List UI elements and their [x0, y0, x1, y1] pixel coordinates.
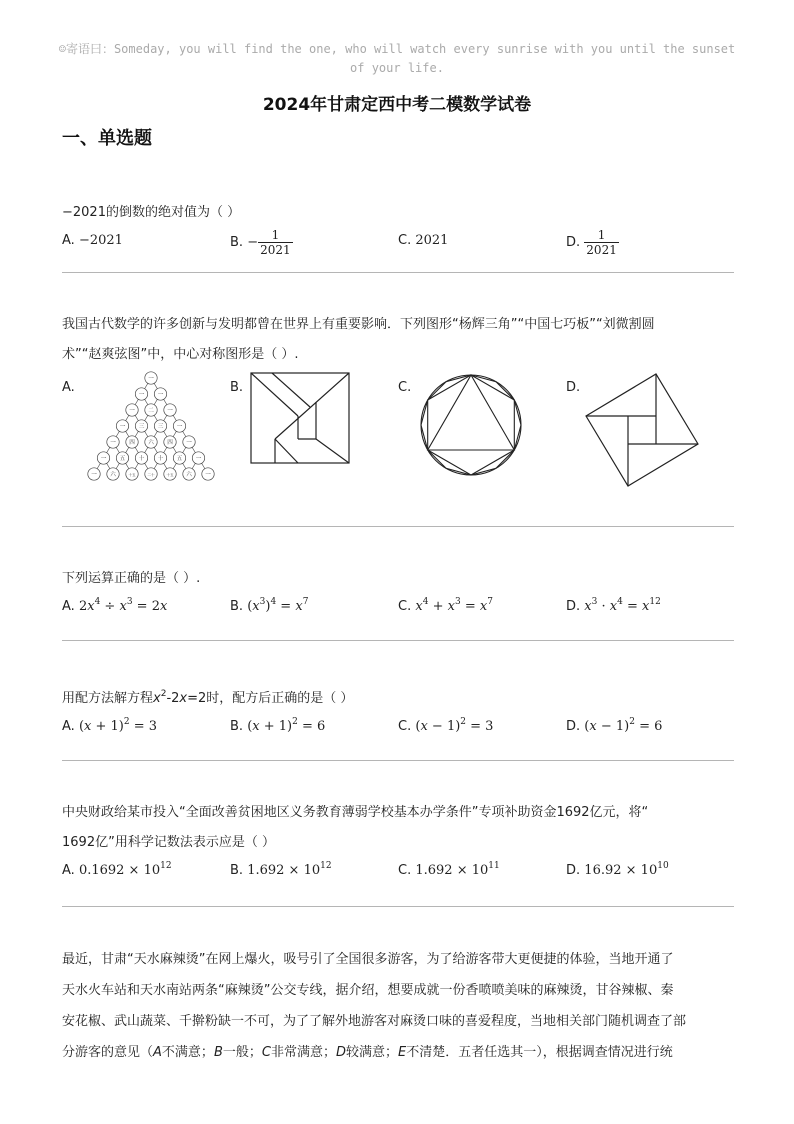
stem-text: 分游客的意见（	[62, 1045, 154, 1060]
liuhui-circle-figure	[418, 370, 524, 480]
triangle-node-label: 一	[157, 392, 164, 399]
option-math	[79, 863, 172, 878]
choice-letter: C	[261, 1045, 271, 1060]
option-label: D.	[566, 235, 581, 250]
option-b[interactable]	[230, 594, 308, 620]
stem-text: 不满意；	[161, 1045, 214, 1060]
option-d[interactable]	[566, 594, 661, 620]
option-d[interactable]	[566, 228, 619, 257]
zhaoshuang-diagram-figure	[584, 372, 700, 488]
triangle-node-label: 十	[157, 456, 164, 463]
option-value: −2021	[78, 233, 123, 248]
exponent: 12	[160, 861, 172, 871]
option-math	[415, 863, 499, 878]
section-heading: 一、单选题	[62, 128, 152, 149]
triangle-node-label: 四	[129, 440, 135, 447]
option-c[interactable]	[398, 858, 500, 884]
choice-letter: B	[213, 1045, 223, 1060]
question-5-stem-line-1: 中央财政给某市投入“全面改善贫困地区义务教育薄弱学校基本办学条件”专项补助资金1692亿元，将“	[62, 805, 649, 820]
question-5-stem-line-2: 1692亿”用科学记数法表示应是（ ）	[62, 835, 275, 850]
triangle-node-label: 四	[167, 440, 173, 447]
option-label: D.	[566, 719, 581, 734]
triangle-node-label: 十	[138, 456, 145, 463]
question-6-line-4	[62, 1037, 734, 1068]
divider	[62, 760, 734, 761]
triangle-node-label: 一	[119, 424, 126, 431]
choice-letter: D	[335, 1045, 346, 1060]
option-math: $2x^4 \div x^3 = 2x$	[78, 597, 168, 614]
option-label: B.	[230, 863, 244, 878]
stem-text: 一般；	[222, 1045, 262, 1060]
option-b-label[interactable]: B.	[230, 380, 244, 395]
option-math: $(x - 1)^2 = 6$	[584, 717, 663, 734]
mantissa: 0.1692 × 10	[78, 863, 161, 878]
option-label: C.	[398, 599, 412, 614]
triangle-node-label: 一	[148, 376, 154, 383]
tangram-figure	[250, 372, 350, 464]
question-6-line-1: 最近，甘肃“天水麻辣烫”在网上爆火，吸号引了全国很多游客，为了给游客带大更便捷的体验，当地开通了	[62, 952, 674, 967]
question-3-stem: 下列运算正确的是（ ）.	[62, 571, 201, 586]
option-b[interactable]	[230, 858, 332, 884]
triangle-node-label: 三	[157, 424, 164, 431]
option-label: D.	[566, 863, 581, 878]
triangle-node-label: 一	[91, 472, 97, 479]
tangram-edge	[316, 439, 349, 463]
choice-letter: A	[153, 1045, 162, 1060]
triangle-node-label: 六	[110, 472, 116, 479]
option-label: D.	[566, 599, 581, 614]
option-c-label[interactable]: C.	[398, 380, 412, 395]
question-6-line-2: 天水火车站和天水南站两条“麻辣烫”公交专线，据介绍，想要成就一份香喷喷美味的麻辣烫，甘谷辣椒、秦	[62, 983, 674, 998]
variable-x: x	[153, 691, 161, 706]
question-4-options	[62, 714, 734, 744]
mantissa: 1.692 × 10	[247, 863, 321, 878]
option-label: A.	[62, 719, 75, 734]
option-a[interactable]	[62, 714, 157, 740]
option-value: = 6	[639, 719, 663, 734]
hexagon	[428, 375, 515, 475]
numerator: 1	[258, 228, 293, 243]
outer-square	[586, 374, 698, 486]
triangle-node-label: 六	[186, 472, 192, 479]
option-label: A.	[62, 233, 75, 248]
triangle-node-label: 一	[138, 392, 145, 399]
question-2	[62, 310, 734, 370]
question-5-options	[62, 858, 734, 888]
triangle-node-label: 一	[186, 440, 192, 447]
stem-text: -2	[166, 691, 180, 706]
mantissa: 1.692 × 10	[415, 863, 489, 878]
stem-text: 用配方法解方程	[62, 691, 154, 706]
option-a-label[interactable]: A.	[62, 380, 75, 395]
triangle-node-label: 二	[148, 408, 154, 415]
question-4-stem	[62, 684, 734, 714]
choice-letter: E	[398, 1045, 407, 1060]
option-b[interactable]	[230, 228, 293, 257]
triangle-node-label: 一	[129, 408, 135, 415]
option-d[interactable]	[566, 714, 662, 740]
option-a[interactable]	[62, 594, 167, 620]
option-math: $(x + 1)^2 = 3$	[78, 717, 158, 734]
triangle-node-label: 二十	[147, 473, 155, 478]
divider	[62, 640, 734, 641]
triangle-node-label: 五	[119, 456, 126, 463]
question-4	[62, 684, 734, 744]
option-math	[247, 863, 331, 878]
option-math: $(x - 1)^2 = 3$	[415, 717, 494, 734]
triangle-node-label: 六	[148, 440, 154, 447]
divider	[62, 906, 734, 907]
option-value: = 3	[133, 719, 158, 734]
option-math: $x^4 + x^3 = x^7$	[415, 597, 493, 614]
triangle-node-label: 一	[110, 440, 116, 447]
question-3	[62, 564, 734, 624]
question-1-stem: −2021的倒数的绝对值为（ ）	[62, 205, 241, 220]
option-c[interactable]	[398, 714, 493, 740]
yanghui-triangle-figure	[80, 370, 222, 482]
watermark-line-1: ☺寄语曰：Someday, you will find the one, who will watch every sunrise with you until the sunset	[58, 42, 736, 56]
stem-text: 不清楚．五者任选其一），根据调查情况进行统	[406, 1045, 673, 1060]
option-label: B.	[230, 235, 244, 250]
question-5	[62, 798, 734, 888]
mantissa: 16.92 × 10	[584, 863, 658, 878]
triangle-node-label: 三	[138, 424, 145, 431]
question-1-options	[62, 228, 734, 262]
variable-x: x	[179, 691, 188, 706]
question-6-line-3: 安花椒、武山蔬菜、千擀粉缺一不可，为了了解外地游客对麻烫口味的喜爱程度，当地相关部门随机调查了部	[62, 1014, 687, 1029]
option-value: = 6	[302, 719, 326, 734]
stem-text: 非常满意；	[270, 1045, 336, 1060]
triangle-node-label: 一	[167, 408, 173, 415]
question-2-stem-line-1: 我国古代数学的许多创新与发明都曾在世界上有重要影响．下列图形“杨辉三角”“中国七巧板”“刘微割圆	[62, 317, 655, 332]
option-b[interactable]	[230, 714, 325, 740]
option-label: B.	[230, 599, 244, 614]
option-d-label[interactable]: D.	[566, 380, 581, 395]
tangram-edge	[251, 373, 298, 416]
exponent: 10	[657, 861, 669, 871]
option-c[interactable]	[398, 594, 493, 620]
option-label: C.	[398, 863, 412, 878]
triangle-node-label: 一	[176, 424, 183, 431]
option-label: B.	[230, 719, 244, 734]
question-1	[62, 198, 734, 262]
triangle-node-label: 一	[100, 456, 107, 463]
option-value: 2021	[415, 233, 449, 248]
option-label: A.	[62, 599, 75, 614]
exponent: 2	[160, 689, 167, 699]
tangram-edge	[275, 373, 349, 439]
denominator: 2021	[586, 243, 617, 257]
triangle-node-label: 一	[205, 472, 211, 479]
option-value: = 3	[470, 719, 494, 734]
exponent: 11	[488, 861, 500, 871]
option-math: $(x + 1)^2 = 6$	[247, 717, 326, 734]
divider	[62, 526, 734, 527]
watermark-line-2: of your life.	[350, 61, 444, 75]
stem-text: 较满意；	[345, 1045, 398, 1060]
numerator: 1	[584, 228, 619, 243]
page-title: 2024年甘肃定西中考二模数学试卷	[262, 95, 532, 115]
divider	[62, 272, 734, 273]
question-6	[62, 944, 734, 1068]
question-3-options	[62, 594, 734, 624]
fraction	[584, 228, 619, 257]
triangle-node-label: 十五	[128, 473, 136, 478]
option-label: C.	[398, 233, 412, 248]
option-label: A.	[62, 863, 75, 878]
exponent: 12	[320, 861, 332, 871]
stem-text: =2时，配方后正确的是（ ）	[187, 691, 354, 706]
question-2-stem-line-2: 术”“赵爽弦图”中，中心对称图形是（ ）.	[62, 347, 299, 362]
option-math: $x^3 \cdot x^4 = x^{12}$	[584, 597, 661, 614]
tangram-edge	[275, 439, 298, 463]
triangle-node-label: 五	[176, 456, 183, 463]
tangram-edge	[272, 373, 310, 407]
option-math	[584, 863, 668, 878]
option-a[interactable]	[62, 858, 172, 884]
circle	[421, 375, 521, 475]
option-d[interactable]	[566, 858, 669, 884]
fraction	[258, 228, 293, 257]
option-label: C.	[398, 719, 412, 734]
denominator: 2021	[260, 243, 291, 257]
triangle-node-label: 十五	[166, 473, 174, 478]
option-c[interactable]	[398, 228, 448, 254]
watermark	[0, 40, 794, 78]
triangle-node-label: 一	[195, 456, 202, 463]
minus-sign: −	[247, 235, 259, 250]
option-a[interactable]	[62, 228, 123, 254]
option-math: $(x^3)^4 = x^7$	[247, 597, 309, 614]
